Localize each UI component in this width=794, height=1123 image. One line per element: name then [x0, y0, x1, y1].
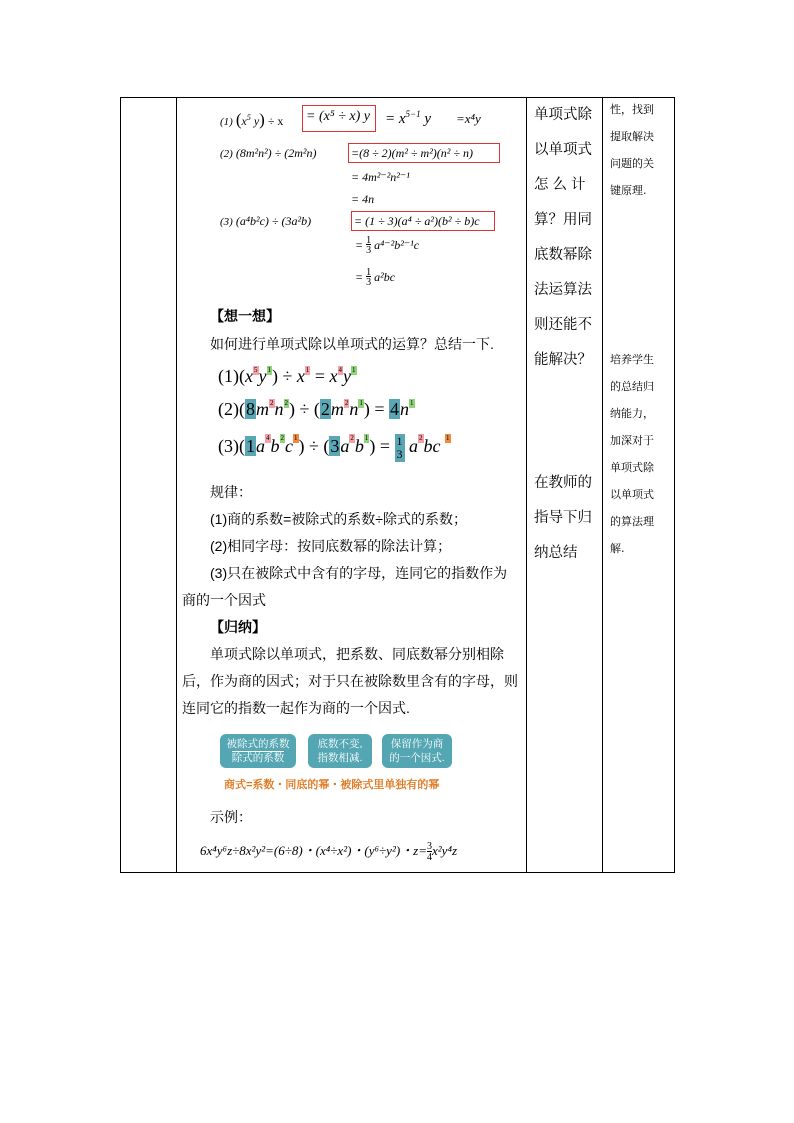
- summary-line-3: 连同它的指数一起作为商的一个因式.: [182, 700, 410, 716]
- example-2-step-1: = 4m²⁻²n²⁻¹: [351, 170, 410, 184]
- summary-heading: 【归纳】: [210, 619, 266, 635]
- big-example-1: (1)(x5y1) ÷ x1 = x4y1: [218, 366, 356, 386]
- rule-1: (1)商的系数=被除式的系数÷除式的系数；: [210, 511, 467, 527]
- bubble-keep-factor: 保留作为商 的一个因式.: [382, 734, 452, 768]
- example-3: (3) (a⁴b²c) ÷ (3a²b): [220, 214, 312, 228]
- example-3-step-2: = $\frac{1}{3} a^2bc$: [355, 267, 396, 288]
- col4-goal: 培养学生 的总结归 纳能力， 加深对于 单项式除 以单项式 的算法理 解.: [610, 353, 654, 555]
- example-1-box-text: = (x⁵ ÷ x) y: [306, 109, 370, 124]
- example-3-box-text: = (1 ÷ 3)(a⁴ ÷ a²)(b² ÷ b)c: [354, 214, 480, 228]
- example-1-step-2: =x⁴y: [456, 111, 481, 126]
- example-2: (2) (8m²n²) ÷ (2m²n): [220, 146, 317, 160]
- sample-title: 示例：: [210, 809, 252, 825]
- column-divider-1: [176, 98, 177, 872]
- col4-purpose: 性，找到 提取解决 问题的关 键原理.: [610, 103, 654, 197]
- summary-line-2: 后，作为商的因式；对于只在被除数里含有的字母，则: [182, 673, 518, 689]
- example-1-step-1: = $x^{5-1}$ y: [385, 109, 432, 127]
- example-3-step-1: = $\frac{1}{3} a^{4-2}b^{2-1}c$: [355, 235, 420, 256]
- example-2-box-text: =(8 ÷ 2)(m² ÷ m²)(n² ÷ n): [351, 146, 473, 160]
- big-example-2: (2)(8m2n2) ÷ (2m2n1) = 4n1: [218, 399, 414, 419]
- bubble-coefficient: 被除式的系数 除式的系数: [220, 734, 296, 768]
- think-question: 如何进行单项式除以单项式的运算？总结一下.: [210, 336, 494, 352]
- col3-question: 单项式除 以单项式 怎 么 计 算？用同 底数幂除 法运算法 则还能不 能解决？: [534, 107, 592, 368]
- rule-3-line-1: (3)只在被除式中含有的字母，连同它的指数作为: [210, 565, 508, 581]
- column-divider-2: [526, 98, 527, 872]
- bubble-same-base: 底数不变, 指数相减.: [308, 734, 372, 768]
- think-heading: 【想一想】: [210, 308, 280, 324]
- column-divider-3: [602, 98, 603, 872]
- rules-title: 规律：: [210, 484, 252, 500]
- big-example-3: (3)(1a4b2c1) ÷ (3a2b1) = 1 3 a2bc 1: [218, 434, 450, 461]
- rule-3-line-2: 商的一个因式: [182, 592, 266, 608]
- quotient-formula: 商式=系数・同底的幂・被除式里单独有的幂: [224, 779, 440, 791]
- rule-2: (2)相同字母：按同底数幂的除法计算；: [210, 538, 452, 554]
- col3-summary: 在教师的 指导下归 纳总结: [534, 475, 592, 561]
- example-2-step-2: = 4n: [351, 192, 375, 206]
- summary-line-1: 单项式除以单项式，把系数、同底数幂分别相除: [210, 646, 504, 662]
- example-1: (1) ($x^5$ y) ÷ x: [220, 110, 284, 129]
- sample-equation: 6x⁴y⁶z÷8x²y²=(6÷8)・(x⁴÷x²)・(y⁶÷y²)・$z=\frac{3}{4}x^2y^4z$: [200, 841, 458, 864]
